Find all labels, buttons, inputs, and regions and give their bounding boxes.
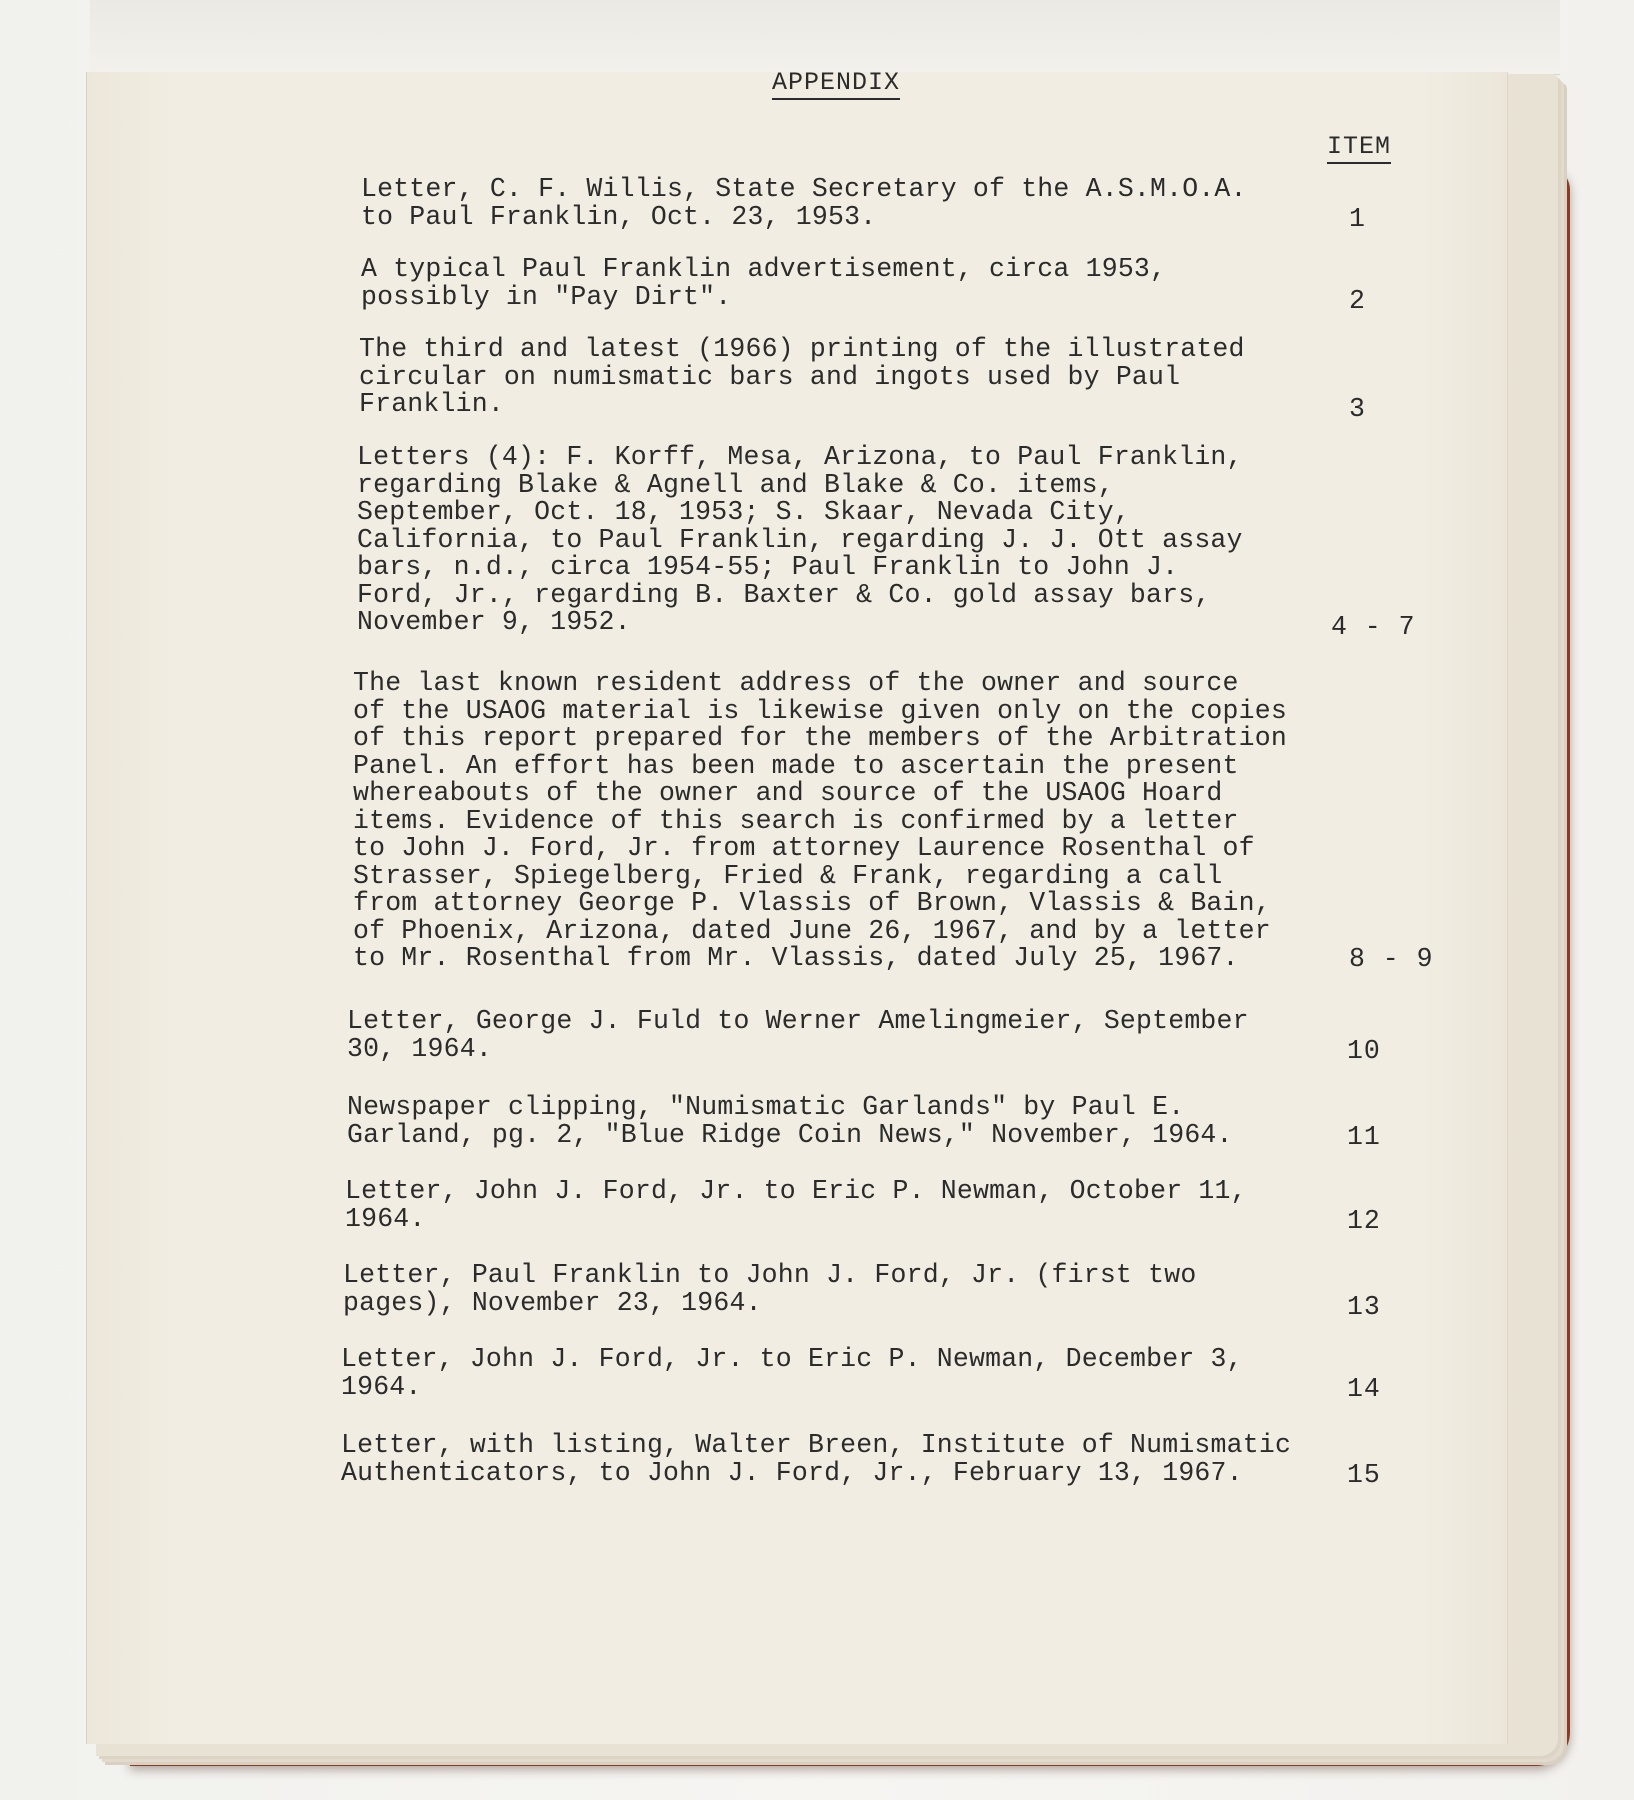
entry-description: Newspaper clipping, "Numismatic Garlands" by Paul E. Garland, pg. 2, "Blue Ridge Coin News," November, 1964. [347,1092,1233,1150]
entry-description: The third and latest (1966) printing of the illustrated circular on numismatic bars and ingots used by Paul Franklin. [359,334,1245,419]
entry-item-number: 3 [1349,394,1366,424]
entry-description: Letters (4): F. Korff, Mesa, Arizona, to Paul Franklin, regarding Blake & Agnell and Blake & Co. items, September, Oct. 18, 1953; S. Skaar, Nevada City, California, to Paul Franklin, regarding J. J. Ott assay bars, n.d., circa 1954-55; Paul Franklin to John J. Ford, Jr., regarding B. Baxter & Co. gold assay bars, November 9, 1952. [357,442,1243,637]
entry-description: Letter, John J. Ford, Jr. to Eric P. Newman, October 11, 1964. [345,1176,1247,1234]
entry-item-number: 8 - 9 [1349,944,1434,974]
item-column-header: ITEM [1327,132,1391,164]
entry-description: A typical Paul Franklin advertisement, circa 1953, possibly in "Pay Dirt". [361,254,1167,312]
entry-item-number: 10 [1347,1036,1381,1066]
entry-item-number: 2 [1349,286,1366,316]
entry-item-number: 4 - 7 [1331,612,1416,642]
page-title [87,68,1517,100]
entry-item-number: 13 [1347,1292,1381,1322]
entry-description: Letter, John J. Ford, Jr. to Eric P. Newman, December 3, 1964. [341,1344,1243,1402]
page-title-text: APPENDIX [772,68,900,100]
entry-description: Letter, C. F. Willis, State Secretary of the A.S.M.O.A. to Paul Franklin, Oct. 23, 1953. [361,174,1247,232]
entry-description: The last known resident address of the owner and source of the USAOG material is likewise given only on the copies of this report prepared for the members of the Arbitration Panel. An effort has been made to ascertain the present whereabouts of the owner and source of the USAOG Hoard items. Evidence of this search is confirmed by a letter to John J. Ford, Jr. from attorney Laurence Rosenthal of Strasser, Spiegelberg, Fried & Frank, regarding a call from attorney George P. Vlassis of Brown, Vlassis & Bain, of Phoenix, Arizona, dated June 26, 1967, and by a letter to Mr. Rosenthal from Mr. Vlassis, dated July 25, 1967. [353,668,1287,973]
entry-item-number: 1 [1349,204,1366,234]
entry-description: Letter, with listing, Walter Breen, Institute of Numismatic Authenticators, to John J. Ford, Jr., February 13, 1967. [341,1430,1292,1488]
previous-page-fold [90,0,1560,75]
entry-item-number: 12 [1347,1206,1381,1236]
entry-description: Letter, George J. Fuld to Werner Amelingmeier, September 30, 1964. [347,1006,1249,1064]
entry-description: Letter, Paul Franklin to John J. Ford, Jr. (first two pages), November 23, 1964. [343,1260,1197,1318]
entry-item-number: 11 [1347,1122,1381,1152]
appendix-page [86,68,1508,1744]
entry-item-number: 14 [1347,1374,1381,1404]
entry-item-number: 15 [1347,1460,1381,1490]
